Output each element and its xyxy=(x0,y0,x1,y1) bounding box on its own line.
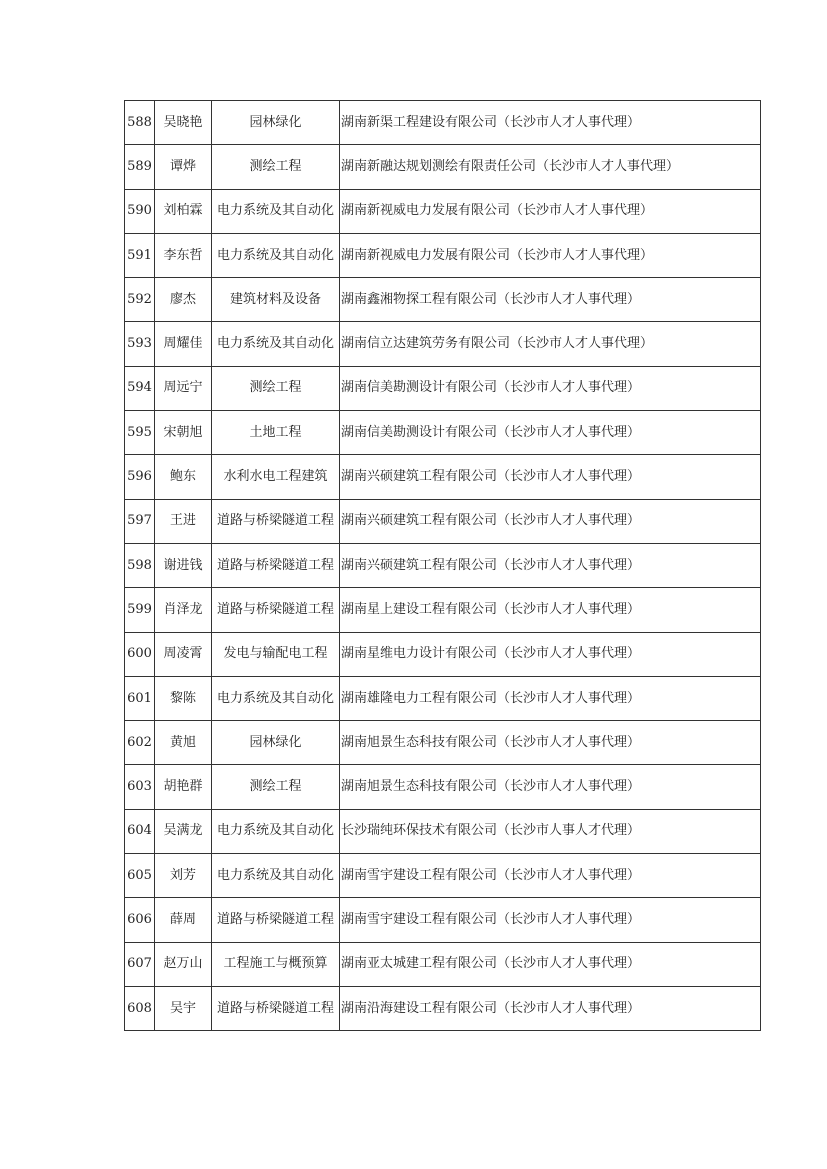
table-row xyxy=(125,101,761,145)
company-cell: 湖南兴硕建筑工程有限公司（长沙市人才人事代理） xyxy=(340,455,761,499)
major-cell: 水利水电工程建筑 xyxy=(212,455,340,499)
table-row xyxy=(125,278,761,322)
row-number-cell: 593 xyxy=(125,322,155,366)
person-name-cell: 赵万山 xyxy=(155,942,212,986)
company-cell: 湖南新融达规划测绘有限责任公司（长沙市人才人事代理） xyxy=(340,145,761,189)
major-cell: 道路与桥梁隧道工程 xyxy=(212,499,340,543)
row-number-cell: 604 xyxy=(125,809,155,853)
major-cell: 发电与输配电工程 xyxy=(212,632,340,676)
table-row xyxy=(125,189,761,233)
major-cell: 建筑材料及设备 xyxy=(212,278,340,322)
person-name-cell: 吴晓艳 xyxy=(155,101,212,145)
major-cell: 电力系统及其自动化 xyxy=(212,676,340,720)
row-number-cell: 588 xyxy=(125,101,155,145)
major-cell: 测绘工程 xyxy=(212,765,340,809)
table-row xyxy=(125,366,761,410)
major-cell: 电力系统及其自动化 xyxy=(212,189,340,233)
company-cell: 湖南旭景生态科技有限公司（长沙市人才人事代理） xyxy=(340,721,761,765)
table-row xyxy=(125,455,761,499)
company-cell: 湖南兴硕建筑工程有限公司（长沙市人才人事代理） xyxy=(340,543,761,587)
table-row xyxy=(125,233,761,277)
table-row xyxy=(125,809,761,853)
major-cell: 道路与桥梁隧道工程 xyxy=(212,543,340,587)
major-cell: 电力系统及其自动化 xyxy=(212,809,340,853)
person-name-cell: 谭烨 xyxy=(155,145,212,189)
person-name-cell: 吴宇 xyxy=(155,986,212,1030)
table-row xyxy=(125,721,761,765)
table-row xyxy=(125,765,761,809)
row-number-cell: 600 xyxy=(125,632,155,676)
major-cell: 道路与桥梁隧道工程 xyxy=(212,898,340,942)
row-number-cell: 608 xyxy=(125,986,155,1030)
major-cell: 园林绿化 xyxy=(212,721,340,765)
person-name-cell: 周远宁 xyxy=(155,366,212,410)
person-name-cell: 刘柏霖 xyxy=(155,189,212,233)
row-number-cell: 602 xyxy=(125,721,155,765)
company-cell: 湖南新视威电力发展有限公司（长沙市人才人事代理） xyxy=(340,189,761,233)
row-number-cell: 589 xyxy=(125,145,155,189)
person-name-cell: 鲍东 xyxy=(155,455,212,499)
major-cell: 电力系统及其自动化 xyxy=(212,233,340,277)
row-number-cell: 594 xyxy=(125,366,155,410)
personnel-table xyxy=(124,100,761,1031)
major-cell: 道路与桥梁隧道工程 xyxy=(212,986,340,1030)
table-row xyxy=(125,898,761,942)
company-cell: 湖南旭景生态科技有限公司（长沙市人才人事代理） xyxy=(340,765,761,809)
row-number-cell: 595 xyxy=(125,411,155,455)
company-cell: 湖南新视威电力发展有限公司（长沙市人才人事代理） xyxy=(340,233,761,277)
person-name-cell: 刘芳 xyxy=(155,854,212,898)
table-row xyxy=(125,322,761,366)
person-name-cell: 黄旭 xyxy=(155,721,212,765)
row-number-cell: 603 xyxy=(125,765,155,809)
company-cell: 湖南雪宇建设工程有限公司（长沙市人才人事代理） xyxy=(340,854,761,898)
major-cell: 土地工程 xyxy=(212,411,340,455)
person-name-cell: 周凌霄 xyxy=(155,632,212,676)
row-number-cell: 606 xyxy=(125,898,155,942)
company-cell: 湖南新渠工程建设有限公司（长沙市人才人事代理） xyxy=(340,101,761,145)
row-number-cell: 591 xyxy=(125,233,155,277)
table-row xyxy=(125,632,761,676)
table-row xyxy=(125,411,761,455)
person-name-cell: 吴满龙 xyxy=(155,809,212,853)
person-name-cell: 肖泽龙 xyxy=(155,588,212,632)
row-number-cell: 590 xyxy=(125,189,155,233)
table-row xyxy=(125,986,761,1030)
company-cell: 湖南信立达建筑劳务有限公司（长沙市人才人事代理） xyxy=(340,322,761,366)
person-name-cell: 宋朝旭 xyxy=(155,411,212,455)
company-cell: 湖南星上建设工程有限公司（长沙市人才人事代理） xyxy=(340,588,761,632)
table-row xyxy=(125,588,761,632)
person-name-cell: 薛周 xyxy=(155,898,212,942)
person-name-cell: 李东哲 xyxy=(155,233,212,277)
person-name-cell: 黎陈 xyxy=(155,676,212,720)
major-cell: 道路与桥梁隧道工程 xyxy=(212,588,340,632)
major-cell: 电力系统及其自动化 xyxy=(212,322,340,366)
table-row xyxy=(125,676,761,720)
person-name-cell: 周耀佳 xyxy=(155,322,212,366)
company-cell: 湖南信美勘测设计有限公司（长沙市人才人事代理） xyxy=(340,366,761,410)
row-number-cell: 598 xyxy=(125,543,155,587)
major-cell: 园林绿化 xyxy=(212,101,340,145)
person-name-cell: 廖杰 xyxy=(155,278,212,322)
row-number-cell: 605 xyxy=(125,854,155,898)
company-cell: 湖南沿海建设工程有限公司（长沙市人才人事代理） xyxy=(340,986,761,1030)
company-cell: 湖南亚太城建工程有限公司（长沙市人才人事代理） xyxy=(340,942,761,986)
table-row xyxy=(125,942,761,986)
company-cell: 长沙瑞纯环保技术有限公司（长沙市人事人才代理） xyxy=(340,809,761,853)
person-name-cell: 谢进钱 xyxy=(155,543,212,587)
company-cell: 湖南雪宇建设工程有限公司（长沙市人才人事代理） xyxy=(340,898,761,942)
row-number-cell: 597 xyxy=(125,499,155,543)
table-row xyxy=(125,854,761,898)
company-cell: 湖南雄隆电力工程有限公司（长沙市人才人事代理） xyxy=(340,676,761,720)
company-cell: 湖南鑫湘物探工程有限公司（长沙市人才人事代理） xyxy=(340,278,761,322)
major-cell: 测绘工程 xyxy=(212,145,340,189)
major-cell: 工程施工与概预算 xyxy=(212,942,340,986)
row-number-cell: 599 xyxy=(125,588,155,632)
row-number-cell: 601 xyxy=(125,676,155,720)
table-row xyxy=(125,499,761,543)
major-cell: 电力系统及其自动化 xyxy=(212,854,340,898)
table-row xyxy=(125,145,761,189)
major-cell: 测绘工程 xyxy=(212,366,340,410)
company-cell: 湖南星维电力设计有限公司（长沙市人才人事代理） xyxy=(340,632,761,676)
row-number-cell: 607 xyxy=(125,942,155,986)
table-row xyxy=(125,543,761,587)
company-cell: 湖南信美勘测设计有限公司（长沙市人才人事代理） xyxy=(340,411,761,455)
table-body xyxy=(125,101,761,1031)
row-number-cell: 592 xyxy=(125,278,155,322)
row-number-cell: 596 xyxy=(125,455,155,499)
person-name-cell: 王进 xyxy=(155,499,212,543)
company-cell: 湖南兴硕建筑工程有限公司（长沙市人才人事代理） xyxy=(340,499,761,543)
person-name-cell: 胡艳群 xyxy=(155,765,212,809)
